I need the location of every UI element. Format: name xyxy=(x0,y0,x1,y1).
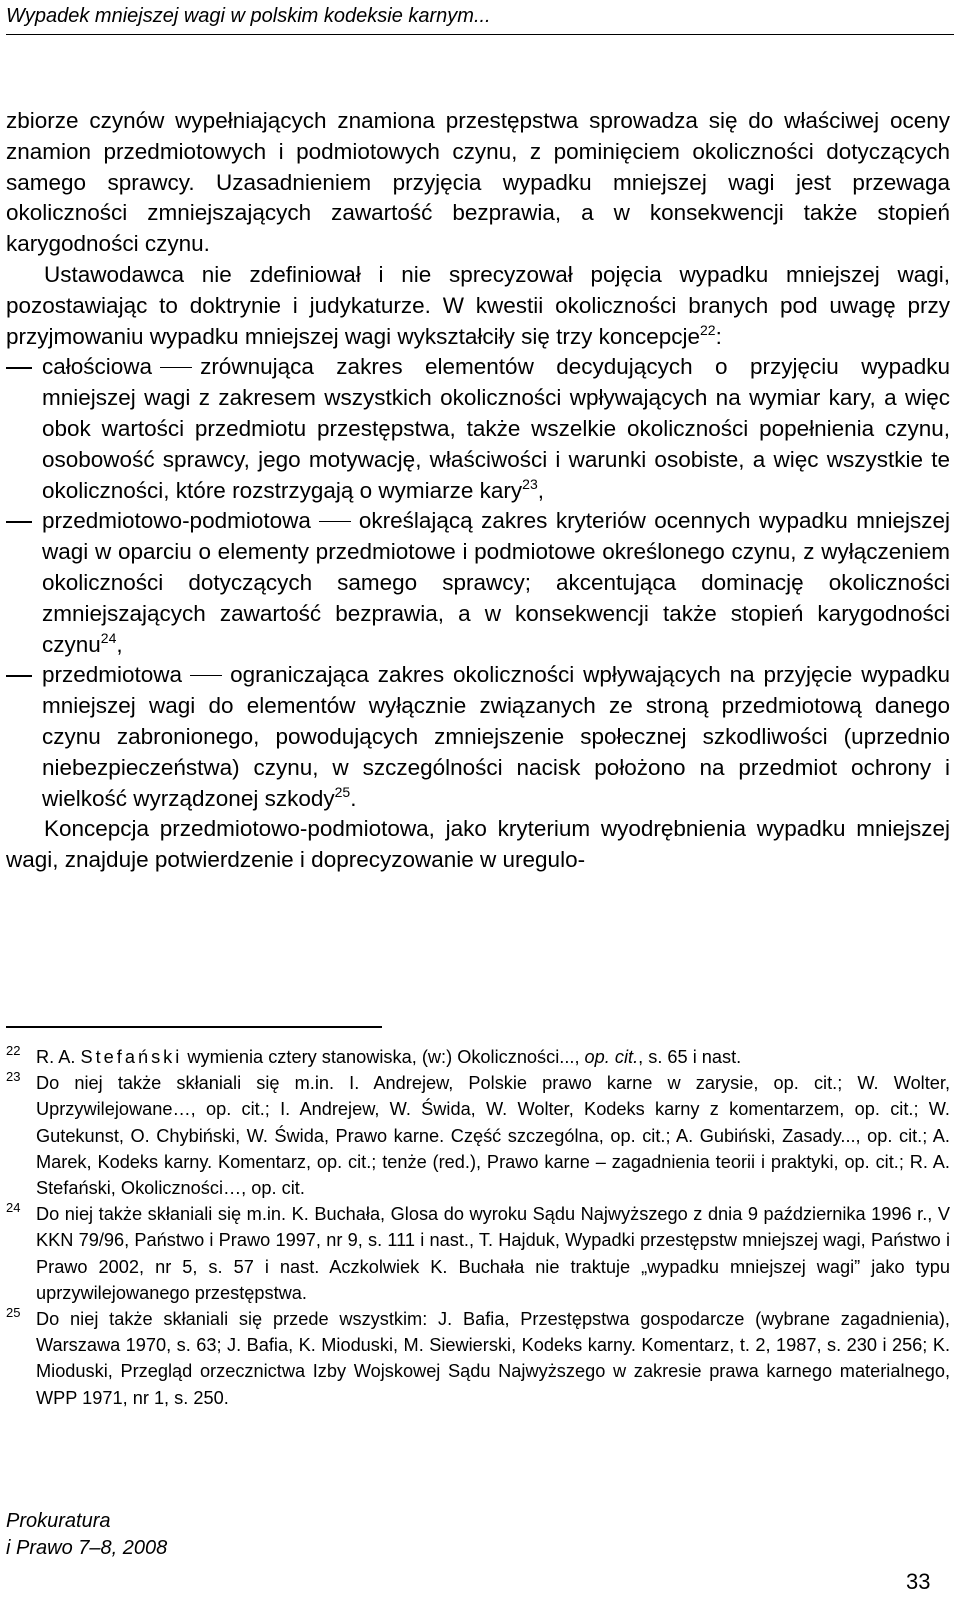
dash-marker xyxy=(6,675,32,677)
dash-marker xyxy=(6,367,32,369)
list-item-text: ograniczająca zakres okoliczności wpływających na przyjęcie wypadku mniejszej wagi do elementów wyłącznie związanych ze stroną przedmiotową danego czynu zabronionego, powodujących zmniejszenie społecznej szkodliwości (uprzednio niebezpieczeństwa) czynu, w szczególności nacisk położono na przedmiot ochrony i wielkość wyrządzonej szkody xyxy=(42,662,950,811)
list-item-term: przedmiotowa xyxy=(42,662,183,688)
list-item xyxy=(6,506,950,660)
footnote-ref-24: 24 xyxy=(100,629,117,646)
footnote-24 xyxy=(6,1201,950,1306)
em-dash xyxy=(190,675,222,677)
footnote-number: 25 xyxy=(6,1305,21,1321)
footnote-text: wymienia cztery stanowiska, (w:) Okoliczności..., xyxy=(182,1047,585,1067)
footnote-number: 22 xyxy=(6,1043,21,1058)
footnotes xyxy=(6,1044,950,1411)
footnote-text: Do niej także skłaniali się m.in. K. Buchała, Glosa do wyroku Sądu Najwyższego z dnia 9 października 1996 r., V KKN 79/96, Państwo i Prawo 1997, nr 9, s. 111 i nast., T. Hajduk, Wypadki przestępstw mniejszej wagi, Państwo i Prawo 2002, nr 5, s. 57 i nast. Aczkolwiek K. Buchała nie traktuje „wypadku mniejszej wagi” jako typu uprzywilejowanego przestępstwa. xyxy=(36,1204,950,1303)
footnote-separator xyxy=(6,1026,382,1028)
footnote-ref-22: 22 xyxy=(700,321,716,338)
paragraph-1: zbiorze czynów wypełniających znamiona przestępstwa sprowadza się do właściwej oceny znamion przedmiotowych i podmiotowych czynu, z pominięciem okoliczności dotyczących samego sprawcy. Uzasadnieniem przyjęcia wypadku mniejszej wagi jest przewaga okoliczności zmniejszających zawartość bezprawia, a w konsekwencji także stopień karygodności czynu. xyxy=(6,108,950,257)
main-text xyxy=(6,106,950,876)
list-item-term: całościowa xyxy=(42,354,153,380)
footnote-text: R. A. xyxy=(36,1047,81,1067)
footnote-25 xyxy=(6,1306,950,1411)
footnote-number: 23 xyxy=(6,1069,21,1085)
footnote-ref-23: 23 xyxy=(522,475,538,492)
paragraph-2-tail: : xyxy=(715,323,722,349)
list-item-tail: . xyxy=(350,785,357,811)
page-number: 33 xyxy=(906,1569,931,1594)
journal-name: Prokuratura xyxy=(6,1510,111,1532)
list-item-tail: , xyxy=(116,631,123,657)
paragraph-2 xyxy=(6,260,950,352)
footnote-number: 24 xyxy=(6,1200,21,1216)
paragraph-2-text: Ustawodawca nie zdefiniował i nie sprecyzował pojęcia wypadku mniejszej wagi, pozostawiając to doktrynie i judykaturze. W kwestii okoliczności branych pod uwagę przy przyjmowaniu wypadku mniejszej wagi wykształciły się trzy koncepcje xyxy=(6,261,950,349)
footnote-text: Do niej także skłaniali się m.in. I. Andrejew, Polskie prawo karne w zarysie, op. cit.; W. Wolter, Uprzywilejowane…, op. cit.; I. Andrejew, W. Świda, W. Wolter, Kodeks karny z komentarzem, op. cit.; W. Gutekunst, O. Chybiński, W. Świda, Prawo karne. Część szczególna, op. cit.; A. Gubiński, Zasady..., op. cit.; A. Marek, Kodeks karny. Komentarz, op. cit.; tenże (red.), Prawo karne – zagadnienia teorii i praktyki, op. cit.; R. A. Stefański, Okoliczności…, op. cit. xyxy=(36,1073,950,1199)
em-dash xyxy=(319,521,351,523)
list-item-text: zrównująca zakres elementów decydujących o przyjęciu wypadku mniejszej wagi z zakresem wszystkich okoliczności wpływających na wymiar kary, a więc obok wartości przedmiotu przestępstwa, także wszelkie okoliczności popełnienia czynu, osobowość sprawcy, jego motywację, właściwości i warunki osobiste, a więc wszystkie te okoliczności, które rozstrzygają o wymiarze kary xyxy=(42,354,950,503)
em-dash xyxy=(160,367,192,369)
footnote-23 xyxy=(6,1070,950,1201)
author-name: Stefański xyxy=(80,1047,183,1067)
list-item xyxy=(6,660,950,814)
running-title: Wypadek mniejszej wagi w polskim kodeksie karnym... xyxy=(6,5,491,27)
footnote-ref-25: 25 xyxy=(334,783,351,800)
citation-abbrev: op. cit. xyxy=(584,1047,639,1067)
list-item-text: określającą zakres kryteriów ocennych wypadku mniejszej wagi w oparciu o elementy przedmiotowe i podmiotowe określonego czynu, z wyłączeniem okoliczności dotyczących samego sprawcy; akcentująca dominację okoliczności zmniejszających zawartość bezprawia, a w konsekwencji także stopień karygodności czynu xyxy=(42,508,950,657)
running-header xyxy=(6,2,954,35)
journal-footer xyxy=(6,1508,167,1562)
journal-issue: i Prawo 7–8, 2008 xyxy=(6,1537,168,1559)
list-item-term: przedmiotowo-podmiotowa xyxy=(42,508,311,534)
list-item xyxy=(6,352,950,506)
footnote-22 xyxy=(6,1044,950,1070)
footnote-text: Do niej także skłaniali się przede wszystkim: J. Bafia, Przestępstwa gospodarcze (wybrane zagadnienia), Warszawa 1970, s. 63; J. Bafia, K. Mioduski, M. Siewierski, Kodeks karny. Komentarz, t. 2, 1987, s. 230 i 256; K. Mioduski, Przegląd orzecznictwa Izby Wojskowej Sądu Najwyższego w zakresie prawa karnego materialnego, WPP 1971, nr 1, s. 250. xyxy=(36,1309,950,1408)
footnote-text: , s. 65 i nast. xyxy=(638,1047,742,1067)
list-item-tail: , xyxy=(537,477,544,503)
paragraph-3: Koncepcja przedmiotowo-podmiotowa, jako kryterium wyodrębnienia wypadku mniejszej wagi, znajduje potwierdzenie i doprecyzowanie w uregulo- xyxy=(6,816,950,873)
dash-marker xyxy=(6,521,32,523)
